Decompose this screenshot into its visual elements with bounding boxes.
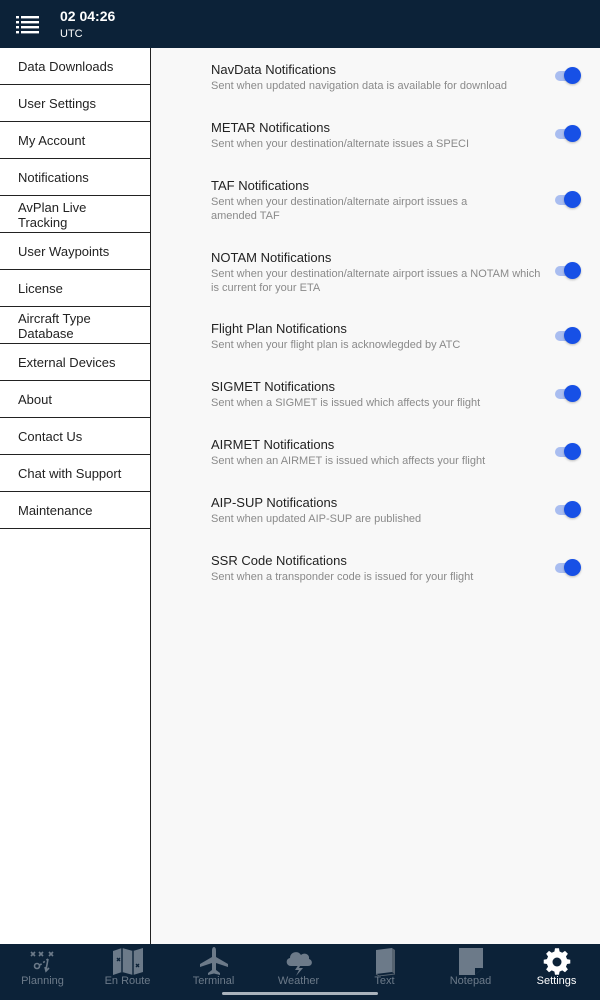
sidebar-item-contact-us[interactable] (0, 418, 150, 455)
sidebar-item-label: User Settings (18, 95, 97, 111)
utc-clock (60, 8, 115, 41)
tab-label: En Route (104, 975, 151, 987)
setting-flight-plan-notifications (211, 321, 591, 352)
tab-label: Notepad (449, 975, 492, 987)
setting-title: Flight Plan Notifications (211, 321, 347, 336)
sidebar-item-label: User Waypoints (18, 243, 110, 259)
book-icon (368, 946, 402, 976)
setting-title: AIP-SUP Notifications (211, 495, 338, 510)
setting-sigmet-notifications (211, 379, 591, 410)
setting-description: Sent when an AIRMET is issued which affects your flight (211, 455, 486, 467)
toggle-thumb (564, 559, 581, 576)
setting-metar-notifications (211, 120, 591, 151)
setting-title: NavData Notifications (211, 62, 336, 77)
planning-icon (26, 946, 60, 976)
settings-sidebar (0, 48, 151, 944)
setting-title: AIRMET Notifications (211, 437, 335, 452)
sidebar-item-my-account[interactable] (0, 122, 150, 159)
sidebar-item-external-devices[interactable] (0, 344, 150, 381)
sidebar-item-label: Contact Us (18, 428, 83, 444)
aip-sup-notifications-toggle[interactable] (553, 501, 581, 519)
toggle-thumb (564, 443, 581, 460)
tab-label: Weather (277, 975, 320, 987)
toggle-thumb (564, 385, 581, 402)
tab-label: Planning (21, 975, 64, 987)
ssr-code-notifications-toggle[interactable] (553, 559, 581, 577)
list-menu-icon[interactable] (12, 9, 44, 39)
tab-planning[interactable] (0, 944, 85, 1000)
sidebar-item-label: Data Downloads (18, 58, 114, 74)
toggle-thumb (564, 67, 581, 84)
storm-cloud-icon (282, 946, 316, 976)
toggle-thumb (564, 191, 581, 208)
sidebar-item-label: Notifications (18, 169, 89, 185)
sidebar-item-label: Chat with Support (18, 465, 122, 481)
setting-title: TAF Notifications (211, 178, 310, 193)
setting-title: SIGMET Notifications (211, 379, 336, 394)
setting-airmet-notifications (211, 437, 591, 468)
sidebar-item-label: My Account (18, 132, 86, 148)
airplane-icon (197, 946, 231, 976)
clock-time: 02 04:26 (60, 8, 116, 24)
sidebar-item-label: License (18, 280, 63, 296)
home-indicator (222, 992, 378, 995)
toggle-thumb (564, 262, 581, 279)
tab-label: Terminal (192, 975, 235, 987)
tab-label: Settings (536, 975, 577, 987)
setting-title: SSR Code Notifications (211, 553, 347, 568)
sidebar-item-label: Maintenance (18, 502, 93, 518)
top-bar (0, 0, 600, 48)
map-icon (111, 946, 145, 976)
notepad-icon (454, 946, 488, 976)
sidebar-item-chat-with-support[interactable] (0, 455, 150, 492)
setting-navdata-notifications (211, 62, 591, 93)
tab-notepad[interactable] (428, 944, 513, 1000)
toggle-thumb (564, 327, 581, 344)
sidebar-item-label: Aircraft Type Database (18, 310, 91, 341)
navdata-notifications-toggle[interactable] (553, 67, 581, 85)
sigmet-notifications-toggle[interactable] (553, 385, 581, 403)
tab-settings[interactable] (514, 944, 599, 1000)
flight-plan-notifications-toggle[interactable] (553, 327, 581, 345)
metar-notifications-toggle[interactable] (553, 125, 581, 143)
sidebar-item-license[interactable] (0, 270, 150, 307)
sidebar-item-data-downloads[interactable] (0, 48, 150, 85)
sidebar-item-avplan-live-tracking[interactable] (0, 196, 150, 233)
setting-description: Sent when updated AIP-SUP are published (211, 513, 422, 525)
clock-timezone: UTC (60, 28, 83, 40)
setting-aip-sup-notifications (211, 495, 591, 526)
sidebar-item-about[interactable] (0, 381, 150, 418)
toggle-thumb (564, 501, 581, 518)
sidebar-item-label: About (18, 391, 52, 407)
sidebar-item-maintenance[interactable] (0, 492, 150, 529)
sidebar-item-label: AvPlan Live Tracking (18, 199, 87, 230)
setting-description: Sent when updated navigation data is available for download (211, 80, 507, 92)
toggle-thumb (564, 125, 581, 142)
setting-description: Sent when your destination/alternate airport issues a amended TAF (211, 196, 468, 222)
setting-description: Sent when your destination/alternate issues a SPECI (211, 138, 470, 150)
setting-description: Sent when a transponder code is issued for your flight (211, 571, 474, 583)
setting-taf-notifications (211, 178, 591, 223)
setting-description: Sent when a SIGMET is issued which affects your flight (211, 397, 481, 409)
notam-notifications-toggle[interactable] (553, 262, 581, 280)
setting-title: METAR Notifications (211, 120, 330, 135)
sidebar-item-user-settings[interactable] (0, 85, 150, 122)
setting-notam-notifications (211, 250, 591, 295)
notifications-panel (151, 48, 600, 944)
setting-description: Sent when your destination/alternate airport issues a NOTAM which is current for your ETA (211, 268, 541, 294)
sidebar-item-user-waypoints[interactable] (0, 233, 150, 270)
sidebar-item-label: External Devices (18, 354, 116, 370)
setting-description: Sent when your flight plan is acknowlegded by ATC (211, 339, 461, 351)
tab-en-route[interactable] (85, 944, 170, 1000)
gear-icon (540, 946, 574, 976)
airmet-notifications-toggle[interactable] (553, 443, 581, 461)
tab-label: Text (374, 975, 395, 987)
setting-title: NOTAM Notifications (211, 250, 332, 265)
taf-notifications-toggle[interactable] (553, 191, 581, 209)
setting-ssr-code-notifications (211, 553, 591, 584)
sidebar-item-notifications[interactable] (0, 159, 150, 196)
sidebar-item-aircraft-type-database[interactable] (0, 307, 150, 344)
